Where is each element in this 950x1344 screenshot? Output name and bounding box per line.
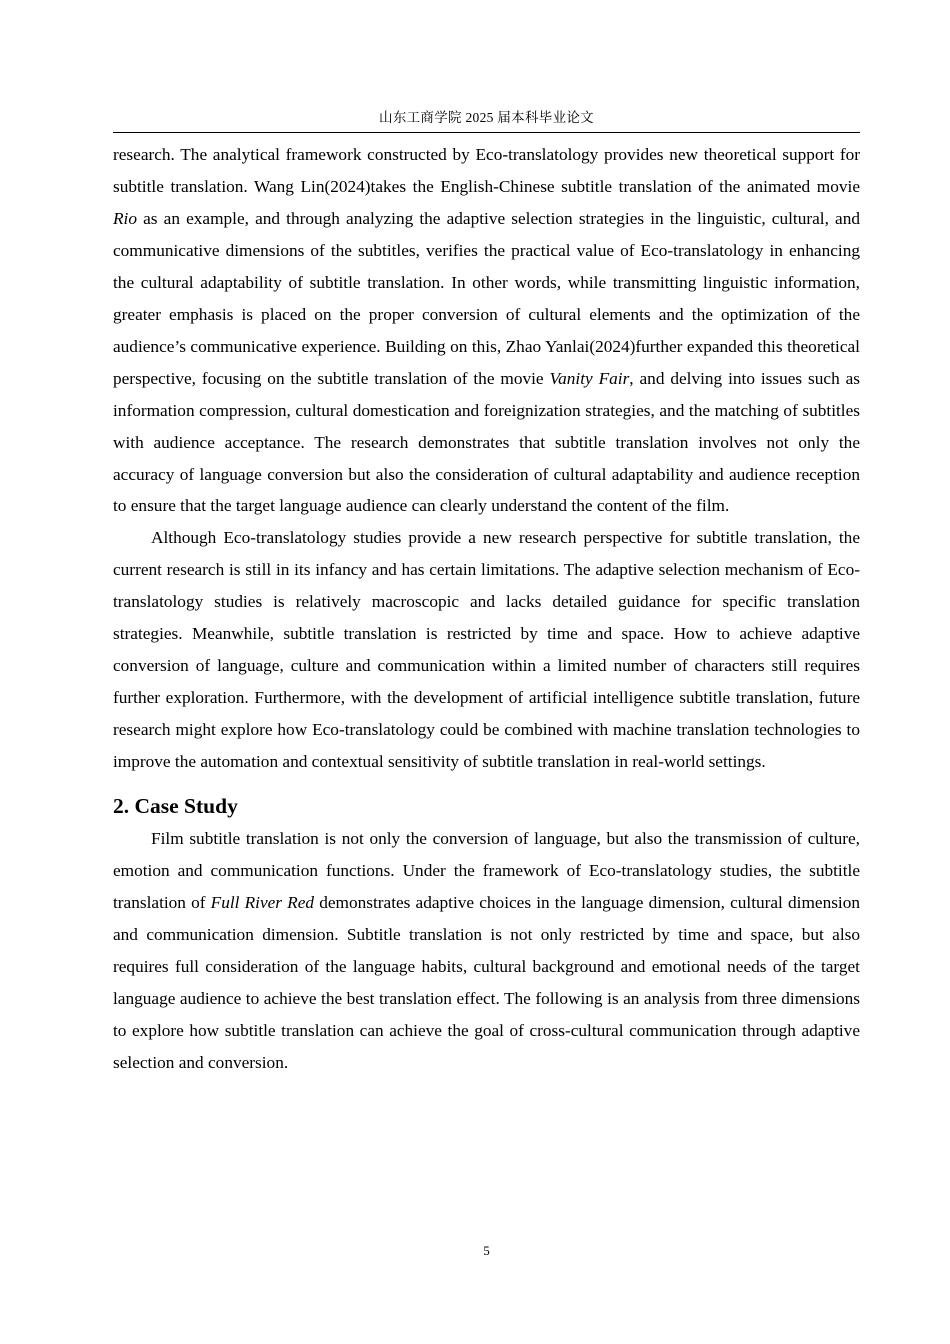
page-number: 5 [483,1243,490,1258]
text-run: Although Eco-translatology studies provide a new research perspective for subtitle translation, the current research is still in its infancy and has certain limitations. The adaptive selection mechanism of Eco-translatology studies is relatively macroscopic and lacks detailed guidance for specific translation strategies. Meanwhile, subtitle translation is restricted by time and space. How to achieve adaptive conversion of language, culture and communication within a limited number of characters still requires further exploration. Furthermore, with the development of artificial intelligence subtitle translation, future research might explore how Eco-translatology could be combined with machine translation technologies to improve the automation and contextual sensitivity of subtitle translation in real-world settings. [113,528,860,772]
text-run: research. The analytical framework constructed by Eco-translatology provides new theoretical support for subtitle translation. Wang Lin(2024)takes the English-Chinese subtitle translation of the animated movie [113,145,860,196]
film-title-vanity-fair: Vanity Fair [549,368,630,388]
text-run: demonstrates adaptive choices in the language dimension, cultural dimension and communication dimension. Subtitle translation is not only restricted by time and space, but also requires full consideration of the language habits, cultural background and emotional needs of the target language audience to achieve the best translation effect. The following is an analysis from three dimensions to explore how subtitle translation can achieve the goal of cross-cultural communication through adaptive selection and conversion. [113,892,861,1072]
section-heading: 2. Case Study [113,794,238,819]
paragraph-limitations [113,522,860,778]
body-text [113,139,860,1079]
film-title-rio: Rio [113,208,137,228]
text-run: , and delving into issues such as information compression, cultural domestication and foreignization strategies, and the matching of subtitles with audience acceptance. The research demonstrates that subtitle translation involves not only the accuracy of language conversion but also the consideration of cultural adaptability and audience reception to ensure that the target language audience can clearly understand the content of the film. [113,368,860,516]
running-header: 山东工商学院 2025 届本科毕业论文 [379,110,594,125]
text-run: as an example, and through analyzing the adaptive selection strategies in the linguistic, cultural, and communicative dimensions of the subtitles, verifies the practical value of Eco-translatology in enhancing the cultural adaptability of subtitle translation. In other words, while transmitting linguistic information, greater emphasis is placed on the proper conversion of cultural elements and the optimization of the audience’s communicative experience. Building on this, Zhao Yanlai(2024)further expanded this theoretical perspective, focusing on the subtitle translation of the movie [113,208,860,388]
header-rule [113,132,860,133]
paragraph-literature-continued [113,139,860,522]
paragraph-case-study [113,823,860,1079]
text-run: Film subtitle translation is not only the conversion of language, but also the transmission of culture, emotion and communication functions. Under the framework of Eco-translatology studies, the subtitle translation of [113,829,860,912]
film-title-full-river-red: Full River Red [210,892,315,912]
